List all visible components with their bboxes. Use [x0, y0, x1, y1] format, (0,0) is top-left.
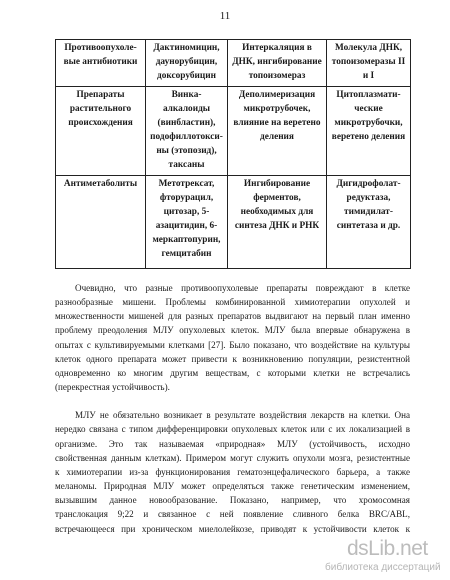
page-number: 11: [219, 10, 231, 22]
text-line: опытах с культивируемыми клетками [27]. Было показано, что воздействие на культуры: [55, 339, 410, 350]
table-row: [56, 86, 411, 175]
watermark-logo: dsLib.net: [347, 537, 428, 560]
table-cell: Цитоплазмати- ческие микротрубочки, веретено деления: [327, 86, 411, 175]
table-row: [56, 175, 411, 268]
text-line: (перекрестная устойчивость).: [55, 382, 170, 393]
table-cell: Молекула ДНК, топоизомеразы II и I: [327, 40, 411, 87]
paragraph-2: [55, 408, 410, 535]
table-row: [56, 40, 411, 87]
text-line: транслокация 9;22 и связанное с ней появление сливного белка BRC/ABL,: [55, 509, 410, 520]
table-cell: Противоопухоле- вые антибиотики: [56, 40, 146, 87]
table-cell: Деполимеризация микротрубочек, влияние на веретено деления: [228, 86, 327, 175]
table-cell: Дигидрофолат- редуктаза, тимидилат- синтетаза и др.: [327, 175, 411, 268]
text-line: Очевидно, что разные противоопухолевые препараты повреждают в клетке: [75, 283, 410, 293]
paragraph-1: [55, 281, 410, 394]
text-line: нередко связана с типом дифференцировки опухолевых клеток или с их локализацией в: [55, 424, 410, 435]
table-cell: Интеркаляция в ДНК, ингибирование топоизомераз: [228, 40, 327, 87]
text-line: МЛУ не обязательно возникает в результате воздействия лекарств на клетки. Она: [75, 410, 410, 421]
table-cell: Винка- алкалоиды (винбластин), подофиллотокси- ны (этопозид), таксаны: [146, 86, 228, 175]
watermark-caption: библиотека диссертаций: [325, 562, 441, 573]
body-text: [55, 281, 410, 536]
watermark: [325, 537, 445, 575]
text-line: множественности мишеней для разных препаратов выдвигают на первый план именно: [55, 311, 410, 322]
text-line: свойственная данным клеткам). Примером могут служить опухоли мозга, резистентные: [55, 452, 410, 463]
text-line: меланомы. Природная МЛУ может определяться также генетическим изменением,: [55, 481, 410, 492]
drug-table: [55, 39, 411, 269]
table-cell: Ингибирование ферментов, необходимых для синтеза ДНК и РНК: [228, 175, 327, 268]
text-line: разнообразные мишени. Проблемы комбинированной химиотерапии опухолей и: [55, 297, 410, 308]
text-line: организме. Это так называемая «природная» МЛУ (устойчивость, исходно: [55, 438, 410, 449]
table-cell: Дактиномицин, даунорубицин, доксорубицин: [146, 40, 228, 87]
text-line: вызывшим данное новообразование. Показано, например, что хромосомная: [55, 495, 410, 506]
table-cell: Антиметаболиты: [56, 175, 146, 268]
table-cell: Препараты растительного происхождения: [56, 86, 146, 175]
table-cell: Метотрексат, фторурацил, цитозар, 5- азацитидин, 6- меркаптопурин, гемцитабин: [146, 175, 228, 268]
text-line: к химиотерапии из-за функционирования гематоэнцефалического барьера, а также: [55, 466, 410, 477]
text-line: проблему преодоления МЛУ опухолевых клеток. МЛУ была впервые обнаружена в: [55, 325, 410, 336]
text-line: встречающееся при хроническом миелолейкозе, приводят к устойчивости клеток к: [55, 523, 410, 534]
text-line: клеток одного препарата может привести к возникновению популяции, резистентной: [55, 353, 410, 364]
text-line: одновременно ко многим другим веществам, с которыми клетки не встречались: [55, 367, 410, 378]
